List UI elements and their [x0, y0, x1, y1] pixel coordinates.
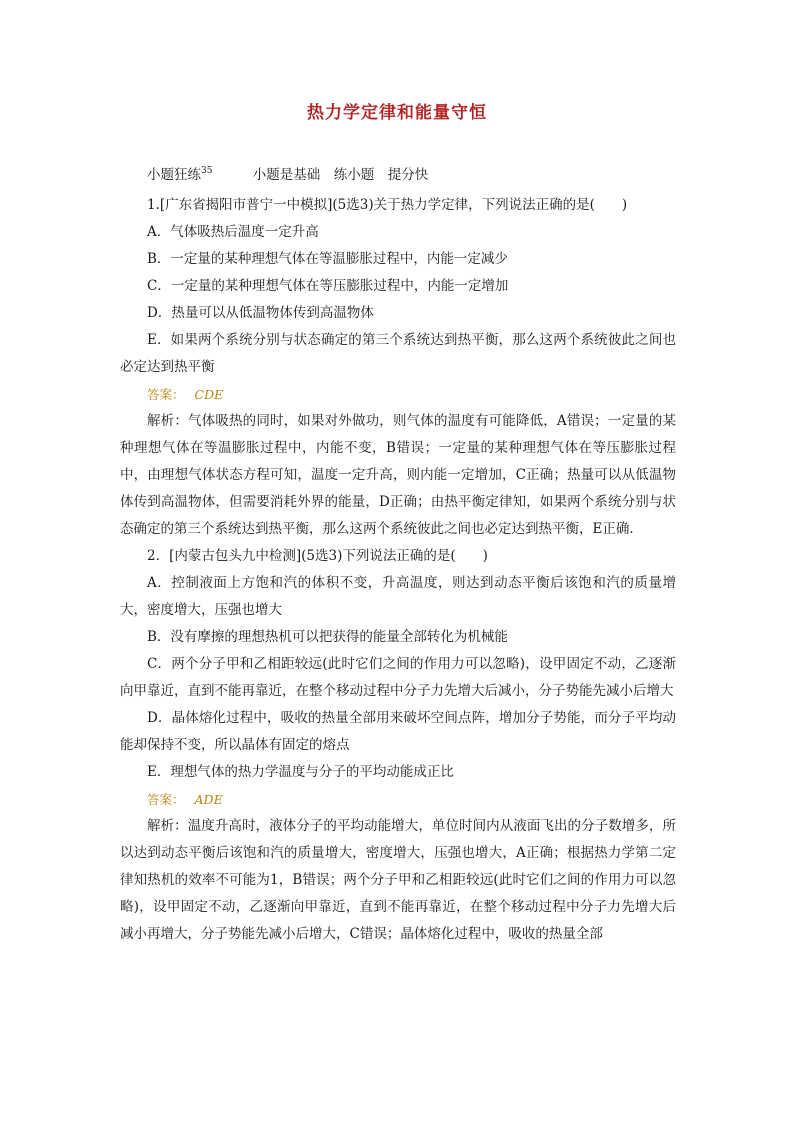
question-1-option-a: A．气体吸热后温度一定升高 — [147, 224, 319, 240]
question-2-option-d: D．晶体熔化过程中，吸收的热量全部用来破坏空间点阵，增加分子势能，而分子平均动能却保持不变，所以晶体有固定的熔点 — [120, 710, 676, 753]
section-label: 小题狂练$^{35}$ — [147, 166, 213, 183]
question-2-analysis: 解析：温度升高时，液体分子的平均动能增大，单位时间内从液面飞出的分子数增多，所以达到动态平衡后该饱和汽的质量增大，密度增大，压强也增大，A正确；根据热力学第二定律知热机的效率不可能为1，B错误；两个分子甲和乙相距较远(此时它们之间的作用力可以忽略)，设甲固定不动，乙逐渐向甲靠近，直到不能再靠近，在整个移动过程中分子力先增大后减小再增大，分子势能先减小后增大，C错误；晶体熔化过程中，吸收的热量全部 — [120, 818, 676, 942]
question-2-stem: 2．[内蒙古包头九中检测](5选3)下列说法正确的是( ) — [147, 548, 488, 564]
questions-body — [120, 192, 676, 948]
question-2-option-a: A．控制液面上方饱和汽的体积不变，升高温度，则达到动态平衡后该饱和汽的质量增大，密度增大，压强也增大 — [120, 575, 676, 618]
section-slogan: 小题是基础 练小题 提分快 — [252, 167, 429, 183]
question-1-option-e: E．如果两个系统分别与状态确定的第三个系统达到热平衡，那么这两个系统彼此之间也必定达到热平衡 — [120, 332, 676, 375]
section-header — [147, 163, 428, 183]
question-2-option-c: C．两个分子甲和乙相距较远(此时它们之间的作用力可以忽略)，设甲固定不动，乙逐渐向甲靠近，直到不能再靠近，在整个移动过程中分子力先增大后减小，分子势能先减小后增大 — [120, 656, 676, 699]
question-2-option-b: B．没有摩擦的理想热机可以把获得的能量全部转化为机械能 — [147, 629, 508, 645]
question-1-answer: 答案： CDE — [147, 387, 224, 402]
question-1-stem: 1.[广东省揭阳市普宁一中模拟](5选3)关于热力学定律，下列说法正确的是( ) — [147, 197, 628, 213]
page-title: 热力学定律和能量守恒 — [307, 103, 487, 123]
question-2-option-e: E．理想气体的热力学温度与分子的平均动能成正比 — [147, 764, 454, 780]
exercise-count: 35 — [201, 166, 213, 176]
question-1-option-d: D．热量可以从低温物体传到高温物体 — [147, 305, 374, 321]
question-1-option-b: B．一定量的某种理想气体在等温膨胀过程中，内能一定减少 — [147, 251, 508, 267]
question-1-option-c: C．一定量的某种理想气体在等压膨胀过程中，内能一定增加 — [147, 278, 509, 294]
question-2-answer: 答案： ADE — [147, 792, 223, 807]
question-1-analysis: 解析：气体吸热的同时，如果对外做功，则气体的温度有可能降低，A错误；一定量的某种理想气体在等温膨胀过程中，内能不变，B错误；一定量的某种理想气体在等压膨胀过程中，由理想气体状态方程可知，温度一定升高，则内能一定增加，C正确；热量可以从低温物体传到高温物体，但需要消耗外界的能量，D正确；由热平衡定律知，如果两个系统分别与状态确定的第三个系统达到热平衡，那么这两个系统彼此之间也必定达到热平衡，E正确． — [120, 413, 676, 537]
